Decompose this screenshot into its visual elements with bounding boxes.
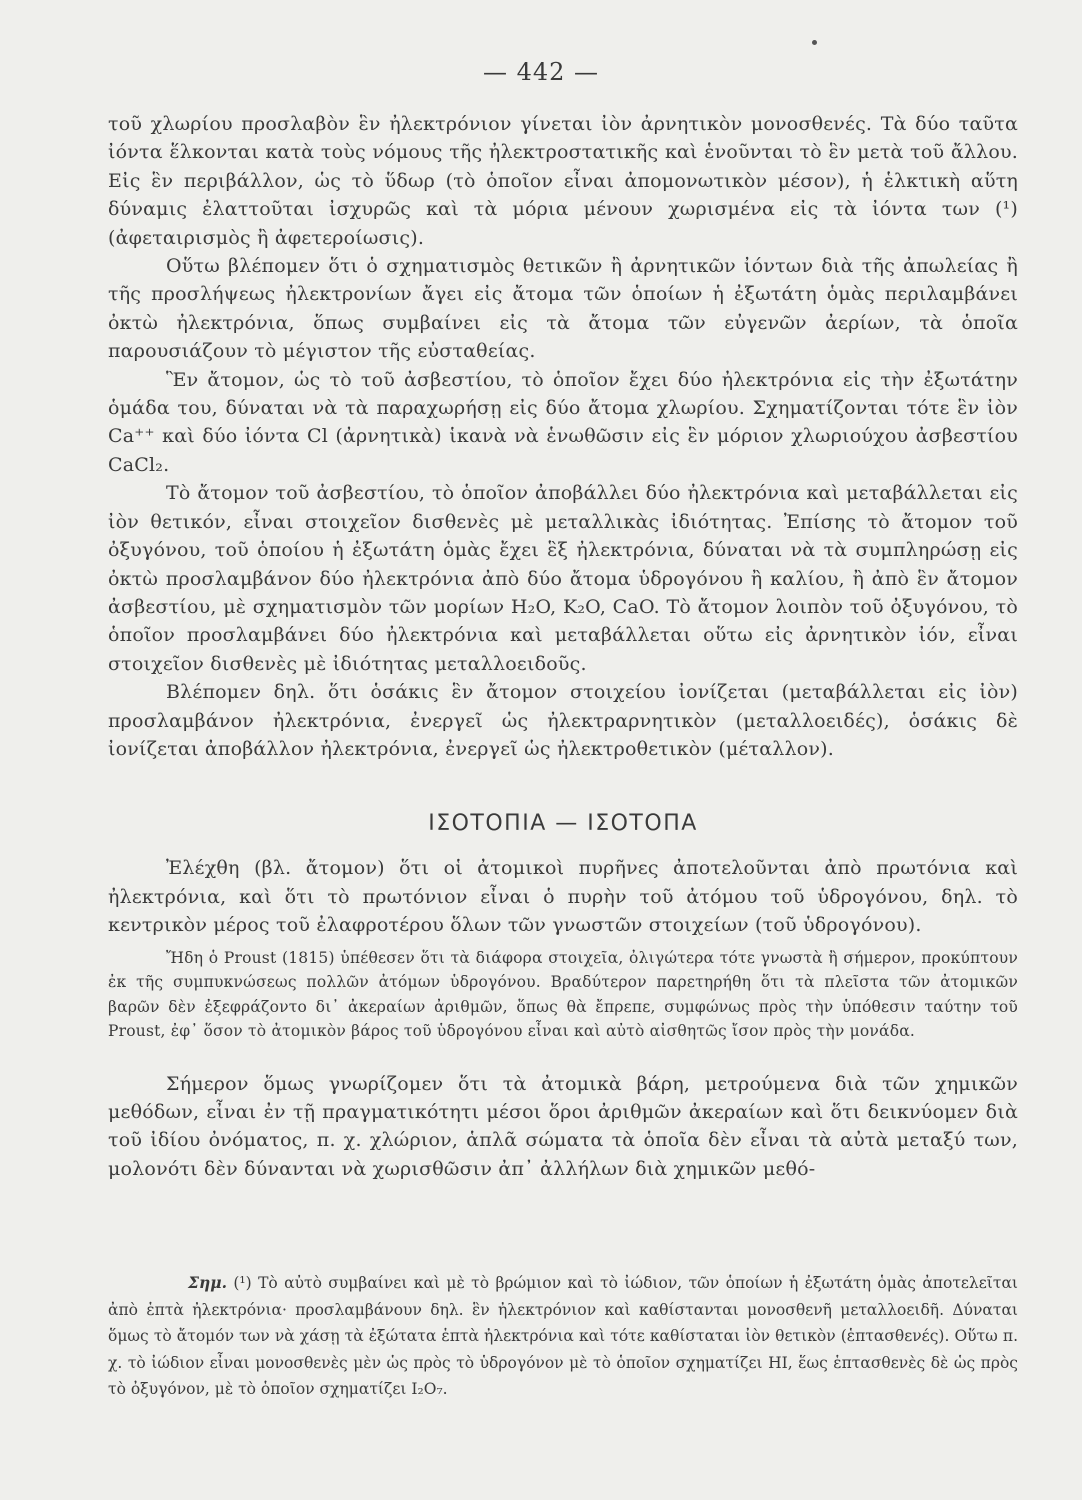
footnote	[108, 1270, 1018, 1403]
paragraph-1: τοῦ χλωρίου προσλαβὸν ἓν ἠλεκτρόνιον γίνεται ἰὸν ἀρνητικὸν μονοσθενές. Τὰ δύο ταῦτα ἰόντα ἕλκονται κατὰ τοὺς νόμους τῆς ἠλεκτροστατικῆς καὶ ἑνοῦνται τὸ ἓν μετὰ τοῦ ἄλλου. Εἰς ἓν περιβάλλον, ὡς τὸ ὕδωρ (τὸ ὁποῖον εἶναι ἀπομονωτικὸν μέσον), ἡ ἑλκτικὴ αὕτη δύναμις ἐλαττοῦται ἰσχυρῶς καὶ τὰ μόρια μένουν χωρισμένα εἰς τὰ ἰόντα των (¹) (ἀφεταιρισμὸς ἢ ἀφετεροίωσις).	[108, 113, 1018, 249]
section-heading: ΙΣΟΤΟΠΙΑ — ΙΣΟΤΟΠΑ	[428, 811, 698, 837]
closing-paragraph: Σήμερον ὅμως γνωρίζομεν ὅτι τὰ ἀτομικὰ βάρη, μετρούμενα διὰ τῶν χημικῶν μεθόδων, εἶναι ἐν τῇ πραγματικότητι μέσοι ὅροι ἀριθμῶν ἀκεραίων καὶ ὅτι δεικνύομεν διὰ τοῦ ἰδίου ὀνόματος, π. χ. χλώριον, ἁπλᾶ σώματα τὰ ὁποῖα δὲν εἶναι τὰ αὐτὰ μεταξύ των, μολονότι δὲν δύνανται νὰ χωρισθῶσιν ἀπ᾽ ἀλλήλων διὰ χημικῶν μεθό-	[108, 1072, 1018, 1180]
paragraph-4: Τὸ ἄτομον τοῦ ἀσβεστίου, τὸ ὁποῖον ἀποβάλλει δύο ἠλεκτρόνια καὶ μεταβάλλεται εἰς ἰὸν θετικόν, εἶναι στοιχεῖον δισθενὲς μὲ μεταλλικὰς ἰδιότητας. Ἐπίσης τὸ ἄτομον τοῦ ὀξυγόνου, τοῦ ὁποίου ἡ ἐξωτάτη ὁμὰς ἔχει ἓξ ἠλεκτρόνια, δύναται νὰ τὰ συμπληρώσῃ εἰς ὀκτὼ προσλαμβάνον δύο ἠλεκτρόνια ἀπὸ δύο ἄτομα ὑδρογόνου ἢ καλίου, ἢ ἀπὸ ἓν ἄτομον ἀσβεστίου, μὲ σχηματισμὸν τῶν μορίων H₂O, K₂O, CaO. Τὸ ἄτομον λοιπὸν τοῦ ὀξυγόνου, τὸ ὁποῖον προσλαμβάνει δύο ἠλεκτρόνια καὶ μεταβάλλεται οὕτω εἰς ἀρνητικὸν ἰόν, εἶναι στοιχεῖον δισθενὲς μὲ ἰδιότητας μεταλλοειδοῦς.	[108, 482, 1018, 675]
paragraph-2: Οὕτω βλέπομεν ὅτι ὁ σχηματισμὸς θετικῶν ἢ ἀρνητικῶν ἰόντων διὰ τῆς ἀπωλείας ἢ τῆς προσλήψεως ἠλεκτρονίων ἄγει εἰς ἄτομα τῶν ὁποίων ἡ ἐξωτάτη ὁμὰς περιλαμβάνει ὀκτὼ ἠλεκτρόνια, ὅπως συμβαίνει εἰς τὰ ἄτομα τῶν εὐγενῶν ἀερίων, τὰ ὁποῖα παρουσιάζουν τὸ μέγιστον τῆς εὐσταθείας.	[108, 255, 1018, 363]
section-paragraph-1: Ἐλέχθη (βλ. ἄτομον) ὅτι οἱ ἀτομικοὶ πυρῆνες ἀποτελοῦνται ἀπὸ πρωτόνια καὶ ἠλεκτρόνια, καὶ ὅτι τὸ πρωτόνιον εἶναι ὁ πυρὴν τοῦ ἀτόμου τοῦ ὑδρογόνου, δηλ. τὸ κεντρικὸν μέρος τοῦ ἐλαφροτέρου ὅλων τῶν γνωστῶν στοιχείων (τοῦ ὑδρογόνου).	[108, 857, 1018, 937]
main-text	[108, 110, 1018, 1183]
ink-dot	[812, 40, 817, 45]
small-print-paragraph: Ἤδη ὁ Proust (1815) ὑπέθεσεν ὅτι τὰ διάφορα στοιχεῖα, ὀλιγώτερα τότε γνωστὰ ἢ σήμερον, προκύπτουν ἐκ τῆς συμπυκνώσεως πολλῶν ἀτόμων ὑδρογόνου. Βραδύτερον παρετηρήθη ὅτι τὰ πλεῖστα τῶν ἀτομικῶν βαρῶν δὲν ἐξεφράζοντο δι᾽ ἀκεραίων ἀριθμῶν, ὅπως θὰ ἔπρεπε, συμφώνως πρὸς τὴν ὑπόθεσιν ταύτην τοῦ Proust, ἐφ᾽ ὅσον τὸ ἀτομικὸν βάρος τοῦ ὑδρογόνου εἶναι καὶ αὐτὸ αἰσθητῶς ἴσον πρὸς τὴν μονάδα.	[108, 948, 1018, 1041]
footnote-text-block	[108, 1270, 1018, 1403]
footnote-text: (¹) Τὸ αὐτὸ συμβαίνει καὶ μὲ τὸ βρώμιον καὶ τὸ ἰώδιον, τῶν ὁποίων ἡ ἐξωτάτη ὁμὰς ἀποτελεῖται ἀπὸ ἑπτὰ ἠλεκτρόνια· προσλαμβάνουν δηλ. ἓν ἠλεκτρόνιον καὶ καθίστανται μονοσθενῆ μεταλλοειδῆ. Δύναται ὅμως τὸ ἄτομόν των νὰ χάσῃ τὰ ἐξώτατα ἑπτὰ ἠλεκτρόνια καὶ τότε καθίσταται ἰὸν θετικὸν (ἑπτασθενές). Οὕτω π. χ. τὸ ἰώδιον εἶναι μονοσθενὲς μὲν ὡς πρὸς τὸ ὑδρογόνον μὲ τὸ ὁποῖον σχηματίζει HI, ἕως ἑπτασθενὲς δὲ ὡς πρὸς τὸ ὀξυγόνον, μὲ τὸ ὁποῖον σχηματίζει I₂O₇.	[108, 1274, 1018, 1398]
paragraph-3: Ἓν ἄτομον, ὡς τὸ τοῦ ἀσβεστίου, τὸ ὁποῖον ἔχει δύο ἠλεκτρόνια εἰς τὴν ἐξωτάτην ὁμάδα του, δύναται νὰ τὰ παραχωρήσῃ εἰς δύο ἄτομα χλωρίου. Σχηματίζονται τότε ἓν ἰὸν Ca⁺⁺ καὶ δύο ἰόντα Cl (ἀρνητικὰ) ἱκανὰ νὰ ἑνωθῶσιν εἰς ἓν μόριον χλωριούχου ἀσβεστίου CaCl₂.	[108, 368, 1018, 476]
page-number: — 442 —	[482, 58, 600, 86]
footnote-label: Σημ.	[188, 1273, 227, 1292]
paragraph-5: Βλέπομεν δηλ. ὅτι ὁσάκις ἓν ἄτομον στοιχείου ἰονίζεται (μεταβάλλεται εἰς ἰὸν) προσλαμβάνον ἠλεκτρόνια, ἐνεργεῖ ὡς ἠλεκτραρνητικὸν (μεταλλοειδές), ὁσάκις δὲ ἰονίζεται ἀποβάλλον ἠλεκτρόνια, ἐνεργεῖ ὡς ἠλεκτροθετικὸν (μέταλλον).	[108, 681, 1018, 760]
